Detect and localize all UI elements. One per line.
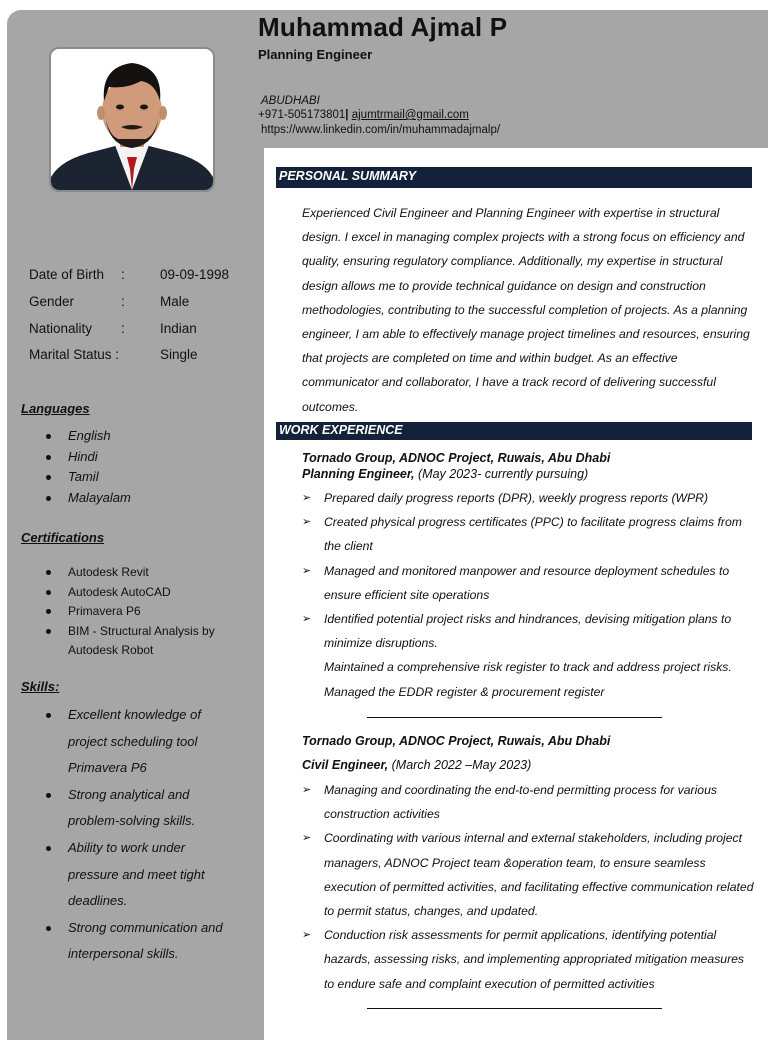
person-photo-icon	[51, 49, 213, 190]
candidate-title: Planning Engineer	[258, 47, 373, 62]
job2-role-line	[302, 758, 531, 772]
skills-heading: Skills:	[21, 679, 60, 694]
gender-value: Male	[160, 294, 190, 309]
list-item: ➢ Conduction risk assessments for permit applications, identifying potential hazards, assessing risks, and implementing appropriated mitigation measures to endure safe and complaint execution of permitted activities	[302, 923, 754, 996]
location: ABUDHABI	[261, 95, 320, 107]
job1-role-line	[302, 467, 588, 481]
list-item: ➢ Managing and coordinating the end-to-end permitting process for various construction activities	[302, 778, 754, 826]
list-item: Managed the EDDR register & procurement register	[324, 684, 605, 699]
list-item: Maintained a comprehensive risk register to track and address project risks.	[324, 660, 732, 675]
list-item: Hindi	[21, 448, 261, 469]
list-item: ➢ Coordinating with various internal and external stakeholders, including project managers, ADNOC Project team &operation team, to ensure seamless execution of permitted activities, and facilitating effective communication related to permit status, changes, and updated.	[302, 826, 754, 923]
gender-colon: :	[121, 294, 125, 309]
section-divider	[367, 1008, 662, 1009]
languages-list	[21, 427, 261, 509]
phone-number: +971-505173801	[258, 109, 346, 121]
linkedin-link[interactable]: https://www.linkedin.com/in/muhammadajmalp/	[261, 124, 501, 136]
profile-photo	[49, 47, 215, 192]
certifications-heading: Certifications	[21, 530, 105, 545]
experience-heading: WORK EXPERIENCE	[276, 422, 752, 440]
gender-label: Gender	[29, 294, 75, 309]
job2-company: Tornado Group, ADNOC Project, Ruwais, Abu Dhabi	[302, 734, 611, 748]
list-item: Autodesk Revit	[21, 563, 261, 583]
nationality-value: Indian	[160, 321, 197, 336]
list-item: Primavera P6	[21, 602, 261, 622]
dob-value: 09-09-1998	[160, 267, 230, 282]
contact-line	[258, 109, 469, 121]
list-item: Ability to work under pressure and meet tight deadlines.	[21, 835, 261, 915]
marital-label: Marital Status :	[29, 347, 120, 362]
marital-value: Single	[160, 347, 198, 362]
list-item: ➢ Created physical progress certificates (PPC) to facilitate progress claims from the client	[302, 510, 754, 558]
section-divider	[367, 717, 662, 718]
list-item: English	[21, 427, 261, 448]
list-item: Strong analytical and problem-solving skills.	[21, 782, 261, 835]
job1-role: Planning Engineer,	[302, 467, 415, 481]
languages-heading: Languages	[21, 401, 90, 416]
list-item: ➢ Managed and monitored manpower and resource deployment schedules to ensure efficient site operations	[302, 559, 754, 607]
job1-company: Tornado Group, ADNOC Project, Ruwais, Abu Dhabi	[302, 451, 611, 465]
job1-period: (May 2023- currently pursuing)	[418, 467, 589, 481]
nationality-label: Nationality	[29, 321, 93, 336]
summary-heading: PERSONAL SUMMARY	[276, 167, 752, 188]
job2-bullets	[302, 778, 754, 996]
certifications-list	[21, 563, 261, 661]
job2-period: (March 2022 –May 2023)	[391, 758, 532, 772]
nationality-colon: :	[121, 321, 125, 336]
list-item: Excellent knowledge of project scheduling tool Primavera P6	[21, 702, 261, 782]
candidate-name: Muhammad Ajmal P	[258, 12, 508, 42]
dob-label: Date of Birth	[29, 267, 105, 282]
list-item: Autodesk AutoCAD	[21, 583, 261, 603]
list-item: BIM - Structural Analysis by Autodesk Robot	[21, 622, 261, 661]
job1-bullets	[302, 486, 754, 704]
list-item: Tamil	[21, 468, 261, 489]
list-item: Strong communication and interpersonal skills.	[21, 915, 261, 968]
dob-colon: :	[121, 267, 125, 282]
skills-list	[21, 702, 261, 968]
email-link[interactable]: ajumtrmail@gmail.com	[351, 109, 469, 121]
list-item: ➢ Identified potential project risks and hindrances, devising mitigation plans to minimize disruptions.	[302, 607, 754, 655]
contact-separator: |	[345, 109, 349, 121]
list-item: Malayalam	[21, 489, 261, 510]
summary-text: Experienced Civil Engineer and Planning Engineer with expertise in structural design. I excel in managing complex projects with a strong focus on efficiency and quality, ensuring regulatory compliance. Additionally, my expertise in structural design allows me to provide technical guidance on design and construction methodologies, contributing to the successful completion of projects. As a planning engineer, I am able to effectively manage project timelines and resources, ensuring that projects are completed on time and within budget. As an effective communicator and collaborator, I have a track record of delivering successful outcomes.	[302, 206, 750, 414]
job2-role: Civil Engineer,	[302, 758, 389, 772]
list-item: ➢ Prepared daily progress reports (DPR), weekly progress reports (WPR)	[302, 486, 754, 510]
